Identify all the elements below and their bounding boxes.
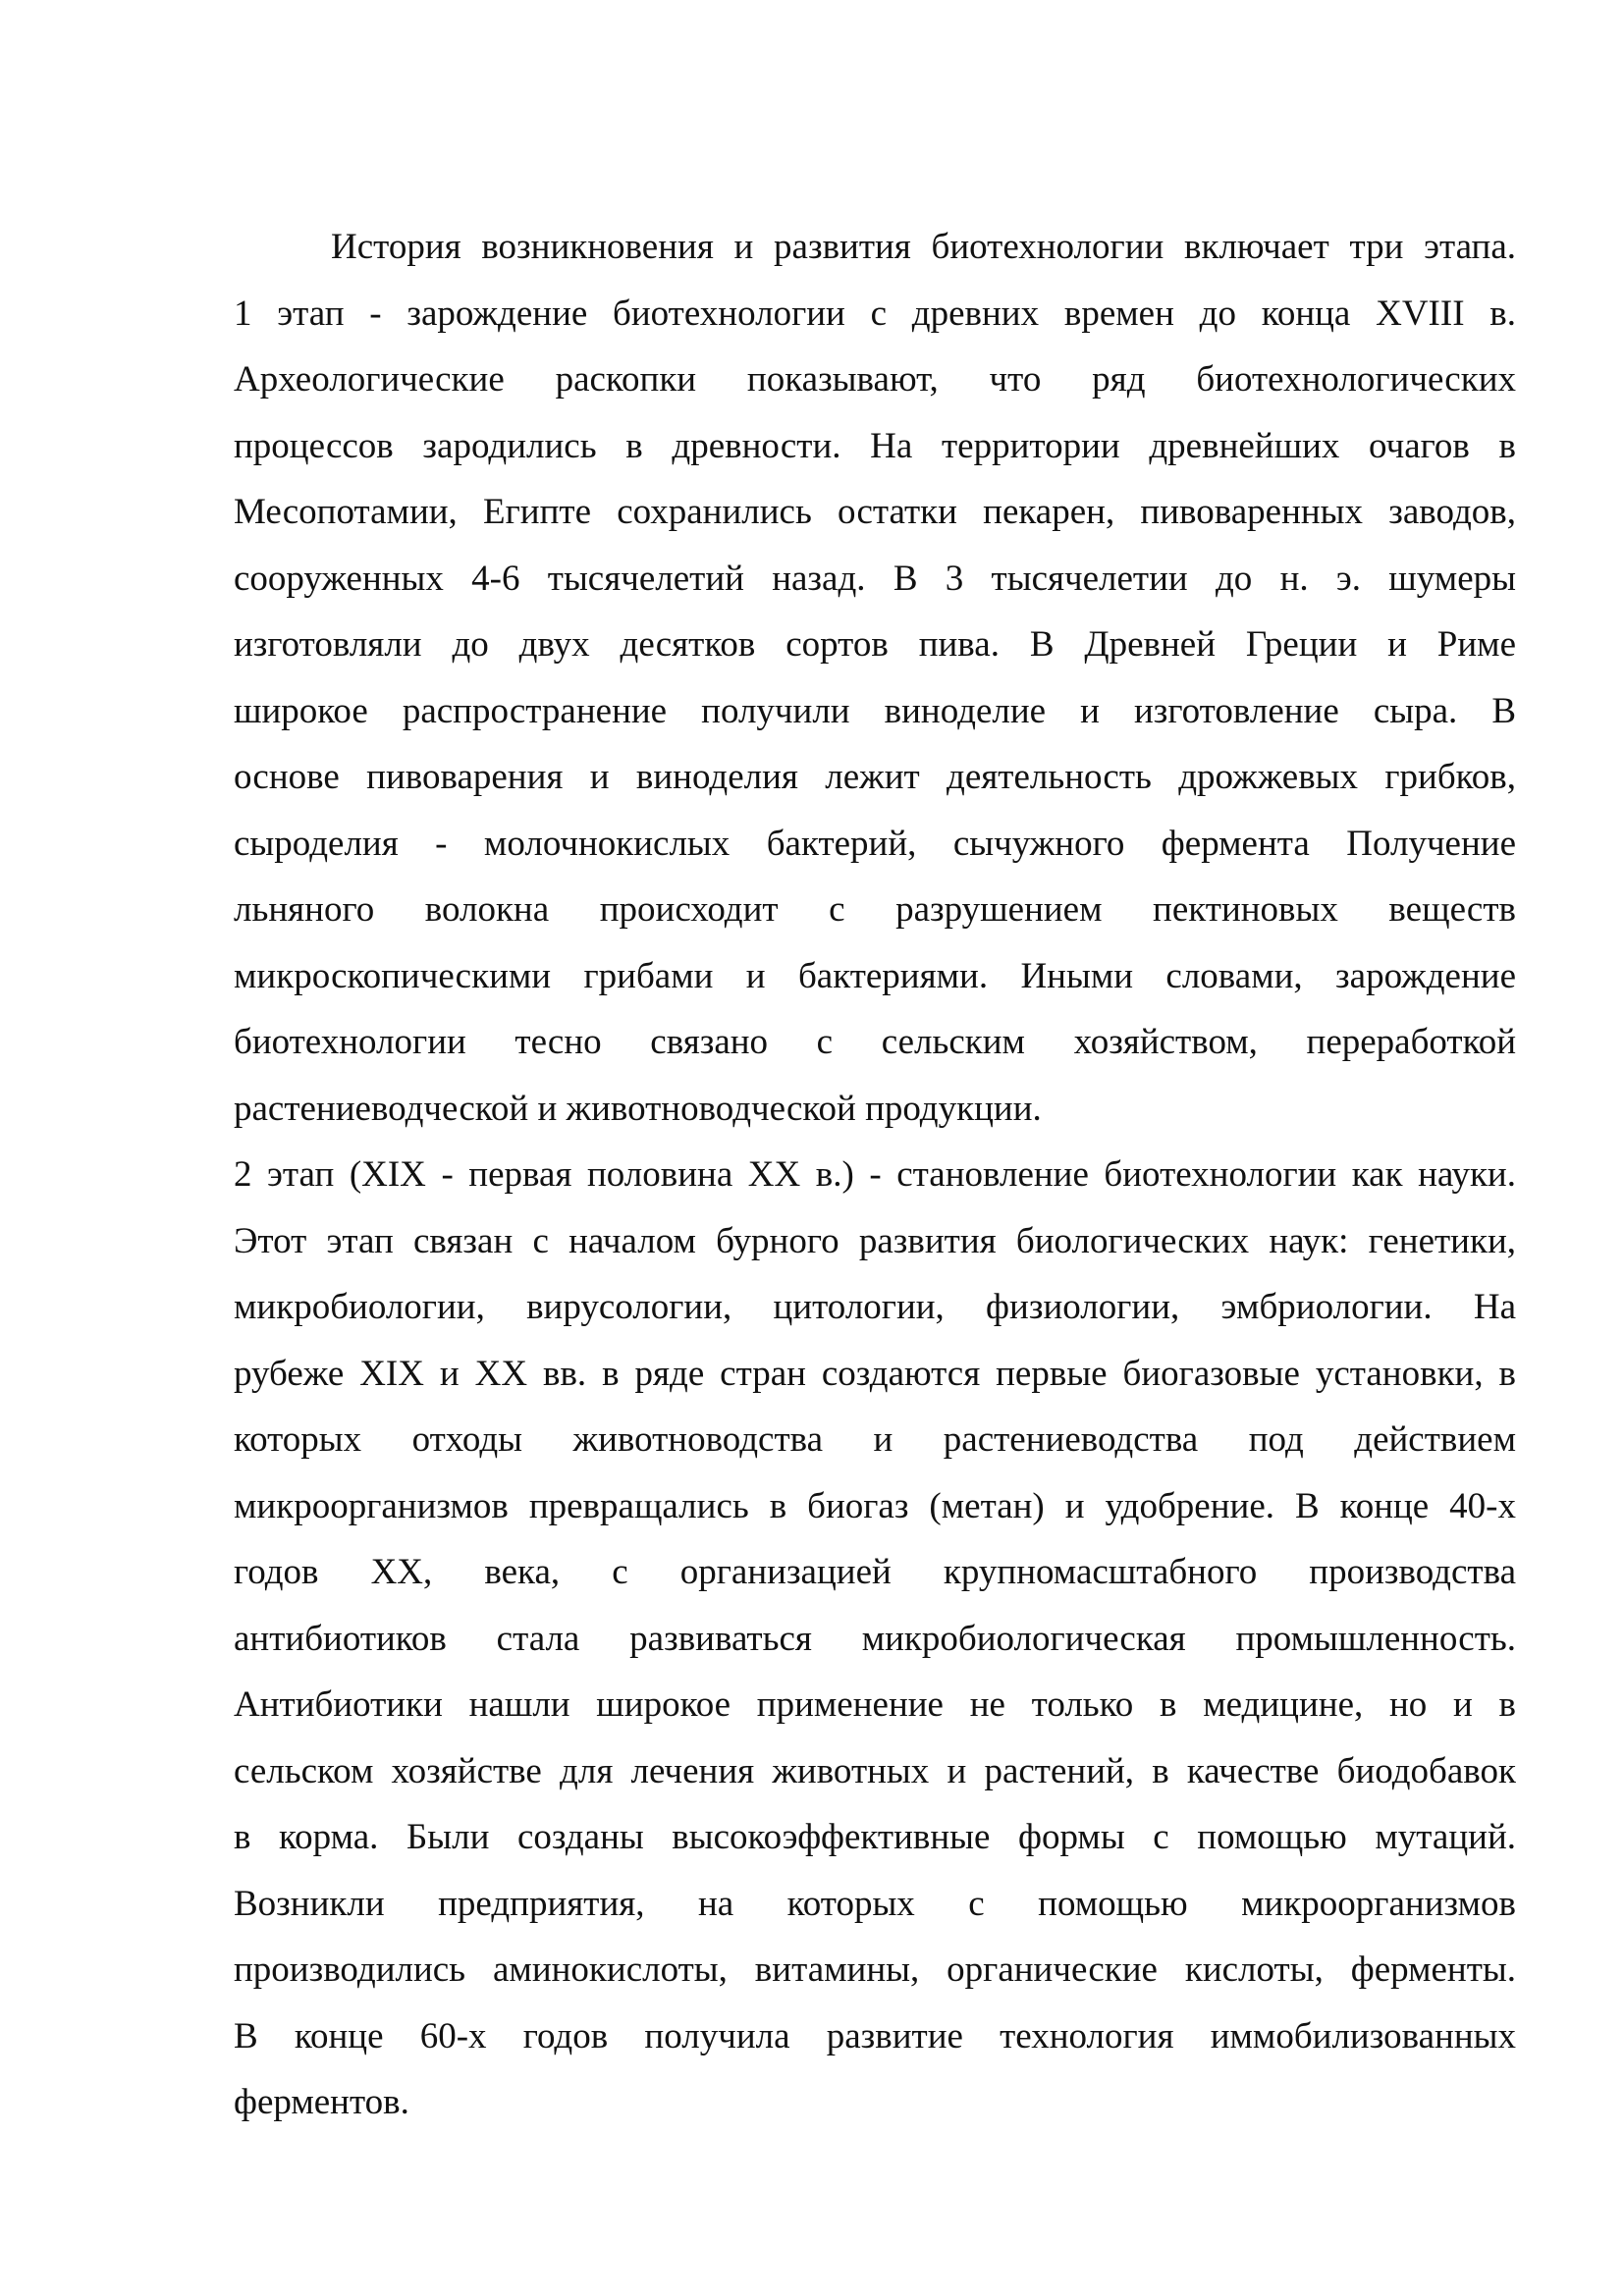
text-line: микробиологии, вирусологии, цитологии, физиологии, эмбриологии. На [234, 1287, 1516, 1327]
text-line: производились аминокислоты, витамины, органические кислоты, ферменты. [234, 1949, 1516, 1990]
text-line: микроскопическими грибами и бактериями. Иными словами, зарождение [234, 955, 1516, 996]
text-line: ферментов. [234, 2082, 409, 2122]
text-line: Этот этап связан с началом бурного развития биологических наук: генетики, [234, 1220, 1516, 1261]
text-line: процессов зародились в древности. На территории древнейших очагов в [234, 425, 1516, 466]
text-line: основе пивоварения и виноделия лежит деятельность дрожжевых грибков, [234, 757, 1516, 797]
text-line: Археологические раскопки показывают, что ряд биотехнологических [234, 359, 1516, 400]
text-line: История возникновения и развития биотехнологии включает три этапа. [331, 227, 1516, 267]
text-line: сооруженных 4-6 тысячелетий назад. В 3 тысячелетии до н. э. шумеры [234, 558, 1516, 599]
text-line: 2 этап (XIX - первая половина XX в.) - становление биотехнологии как науки. [234, 1154, 1516, 1195]
text-line: изготовляли до двух десятков сортов пива. В Древней Греции и Риме [234, 624, 1516, 665]
text-line: Антибиотики нашли широкое применение не только в медицине, но и в [234, 1684, 1516, 1725]
text-line: антибиотиков стала развиваться микробиологическая промышленность. [234, 1618, 1516, 1659]
text-line: микроорганизмов превращались в биогаз (метан) и удобрение. В конце 40-х [234, 1485, 1516, 1526]
text-line: Возникли предприятия, на которых с помощью микроорганизмов [234, 1883, 1516, 1924]
text-line: растениеводческой и животноводческой продукции. [234, 1088, 1042, 1129]
text-line: льняного волокна происходит с разрушением пектиновых веществ [234, 889, 1516, 930]
text-line: В конце 60-х годов получила развитие технология иммобилизованных [234, 2015, 1516, 2056]
text-line: которых отходы животноводства и растениеводства под действием [234, 1419, 1516, 1460]
text-line: биотехнологии тесно связано с сельским хозяйством, переработкой [234, 1022, 1516, 1062]
text-line: широкое распространение получили виноделие и изготовление сыра. В [234, 690, 1516, 731]
text-line: сельском хозяйстве для лечения животных и растений, в качестве биодобавок [234, 1750, 1516, 1791]
text-line: 1 этап - зарождение биотехнологии с древних времен до конца XVIII в. [234, 293, 1516, 334]
body-text [234, 214, 1516, 2136]
text-line: сыроделия - молочнокислых бактерий, сычужного фермента Получение [234, 823, 1516, 864]
text-line: рубеже XIX и XX вв. в ряде стран создаются первые биогазовые установки, в [234, 1353, 1516, 1394]
text-line: в корма. Были созданы высокоэффективные формы с помощью мутаций. [234, 1817, 1516, 1857]
text-line: Месопотамии, Египте сохранились остатки пекарен, пивоваренных заводов, [234, 492, 1516, 532]
text-line: годов XX, века, с организацией крупномасштабного производства [234, 1552, 1516, 1592]
